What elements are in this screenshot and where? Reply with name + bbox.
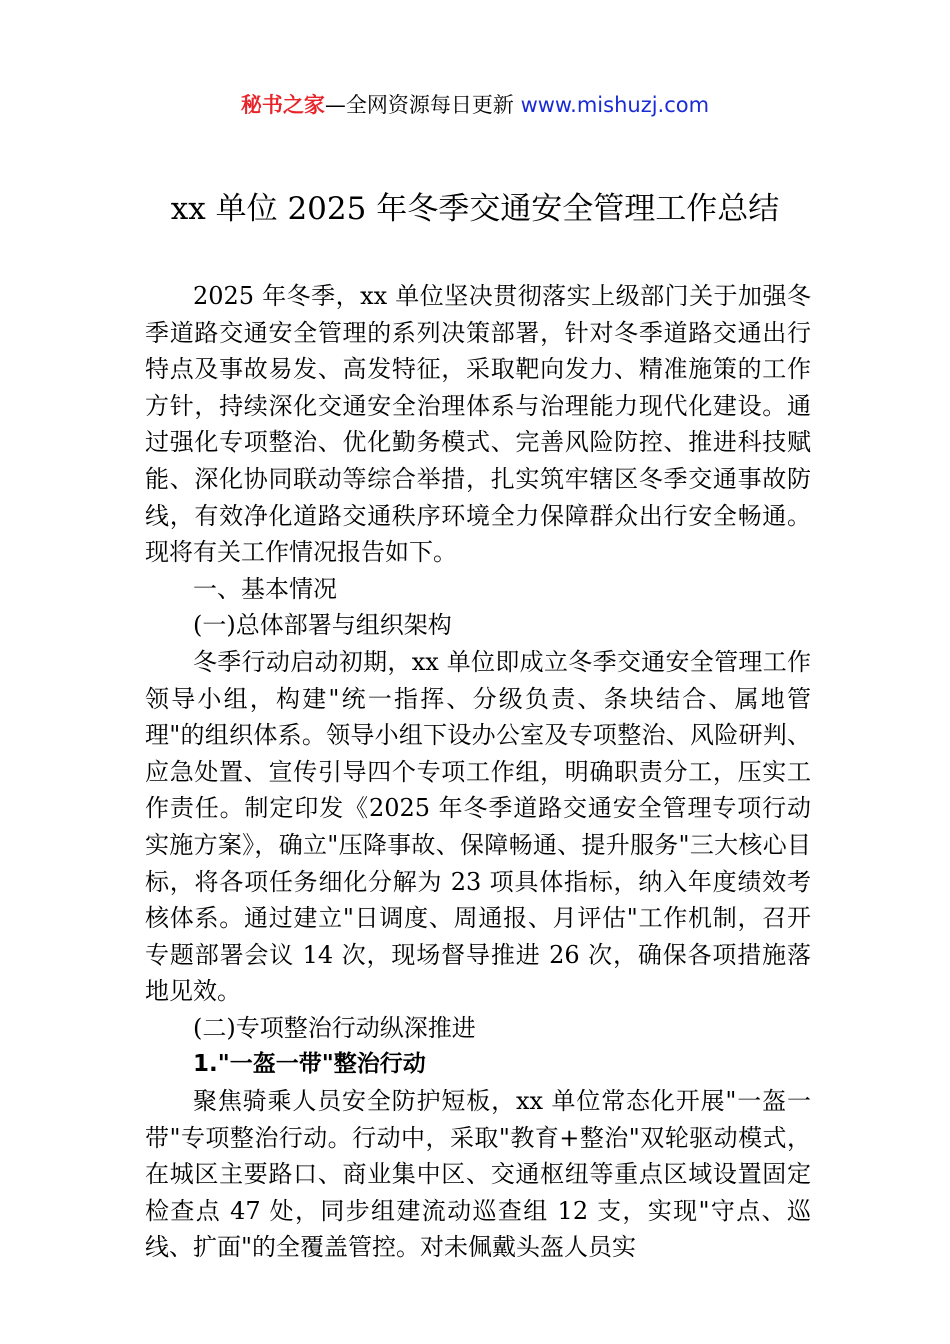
document-body: [145, 278, 811, 1266]
header-separator: —: [324, 93, 346, 117]
subsection-heading-deployment: (一)总体部署与组织架构: [193, 611, 452, 640]
deployment-paragraph: 冬季行动启动初期，xx 单位即成立冬季交通安全管理工作领导小组，构建"统一指挥、分级负责、条块结合、属地管理"的组织体系。领导小组下设办公室及专项整治、风险研判、应急处置、宣传引导四个专项工作组，明确职责分工，压实工作责任。制定印发《2025 年冬季道路交通安全管理专项行动实施方案》，确立"压降事故、保障畅通、提升服务"三大核心目标，将各项任务细化分解为 23 项具体指标，纳入年度绩效考核体系。通过建立"日调度、周通报、月评估"工作机制，召开专题部署会议 14 次，现场督导推进 26 次，确保各项措施落地见效。: [145, 647, 811, 1006]
section-heading-basic: 一、基本情况: [193, 574, 337, 603]
document-title: xx 单位 2025 年冬季交通安全管理工作总结: [170, 191, 780, 227]
intro-paragraph: 2025 年冬季，xx 单位坚决贯彻落实上级部门关于加强冬季道路交通安全管理的系列决策部署，针对冬季道路交通出行特点及事故易发、高发特征，采取靶向发力、精准施策的工作方针，持续深化交通安全治理体系与治理能力现代化建设。通过强化专项整治、优化勤务模式、完善风险防控、推进科技赋能、深化协同联动等综合举措，扎实筑牢辖区冬季交通事故防线，有效净化道路交通秩序环境全力保障群众出行安全畅通。现将有关工作情况报告如下。: [145, 282, 811, 567]
site-header: [0, 88, 950, 122]
site-url-link[interactable]: www.mishuzj.com: [520, 93, 710, 117]
subsection-heading-special-campaign: (二)专项整治行动纵深推进: [193, 1013, 476, 1042]
brand-name: 秘书之家: [240, 93, 325, 117]
header-tagline: 全网资源每日更新: [345, 93, 514, 117]
item-heading-helmet-belt: 1."一盔一带"整治行动: [193, 1051, 426, 1078]
helmet-belt-paragraph: 聚焦骑乘人员安全防护短板，xx 单位常态化开展"一盔一带"专项整治行动。行动中，采取"教育+整治"双轮驱动模式，在城区主要路口、商业集中区、交通枢纽等重点区域设置固定检查点 47 处，同步组建流动巡查组 12 支，实现"守点、巡线、扩面"的全覆盖管控。对未佩戴头盔人员实: [145, 1087, 811, 1262]
